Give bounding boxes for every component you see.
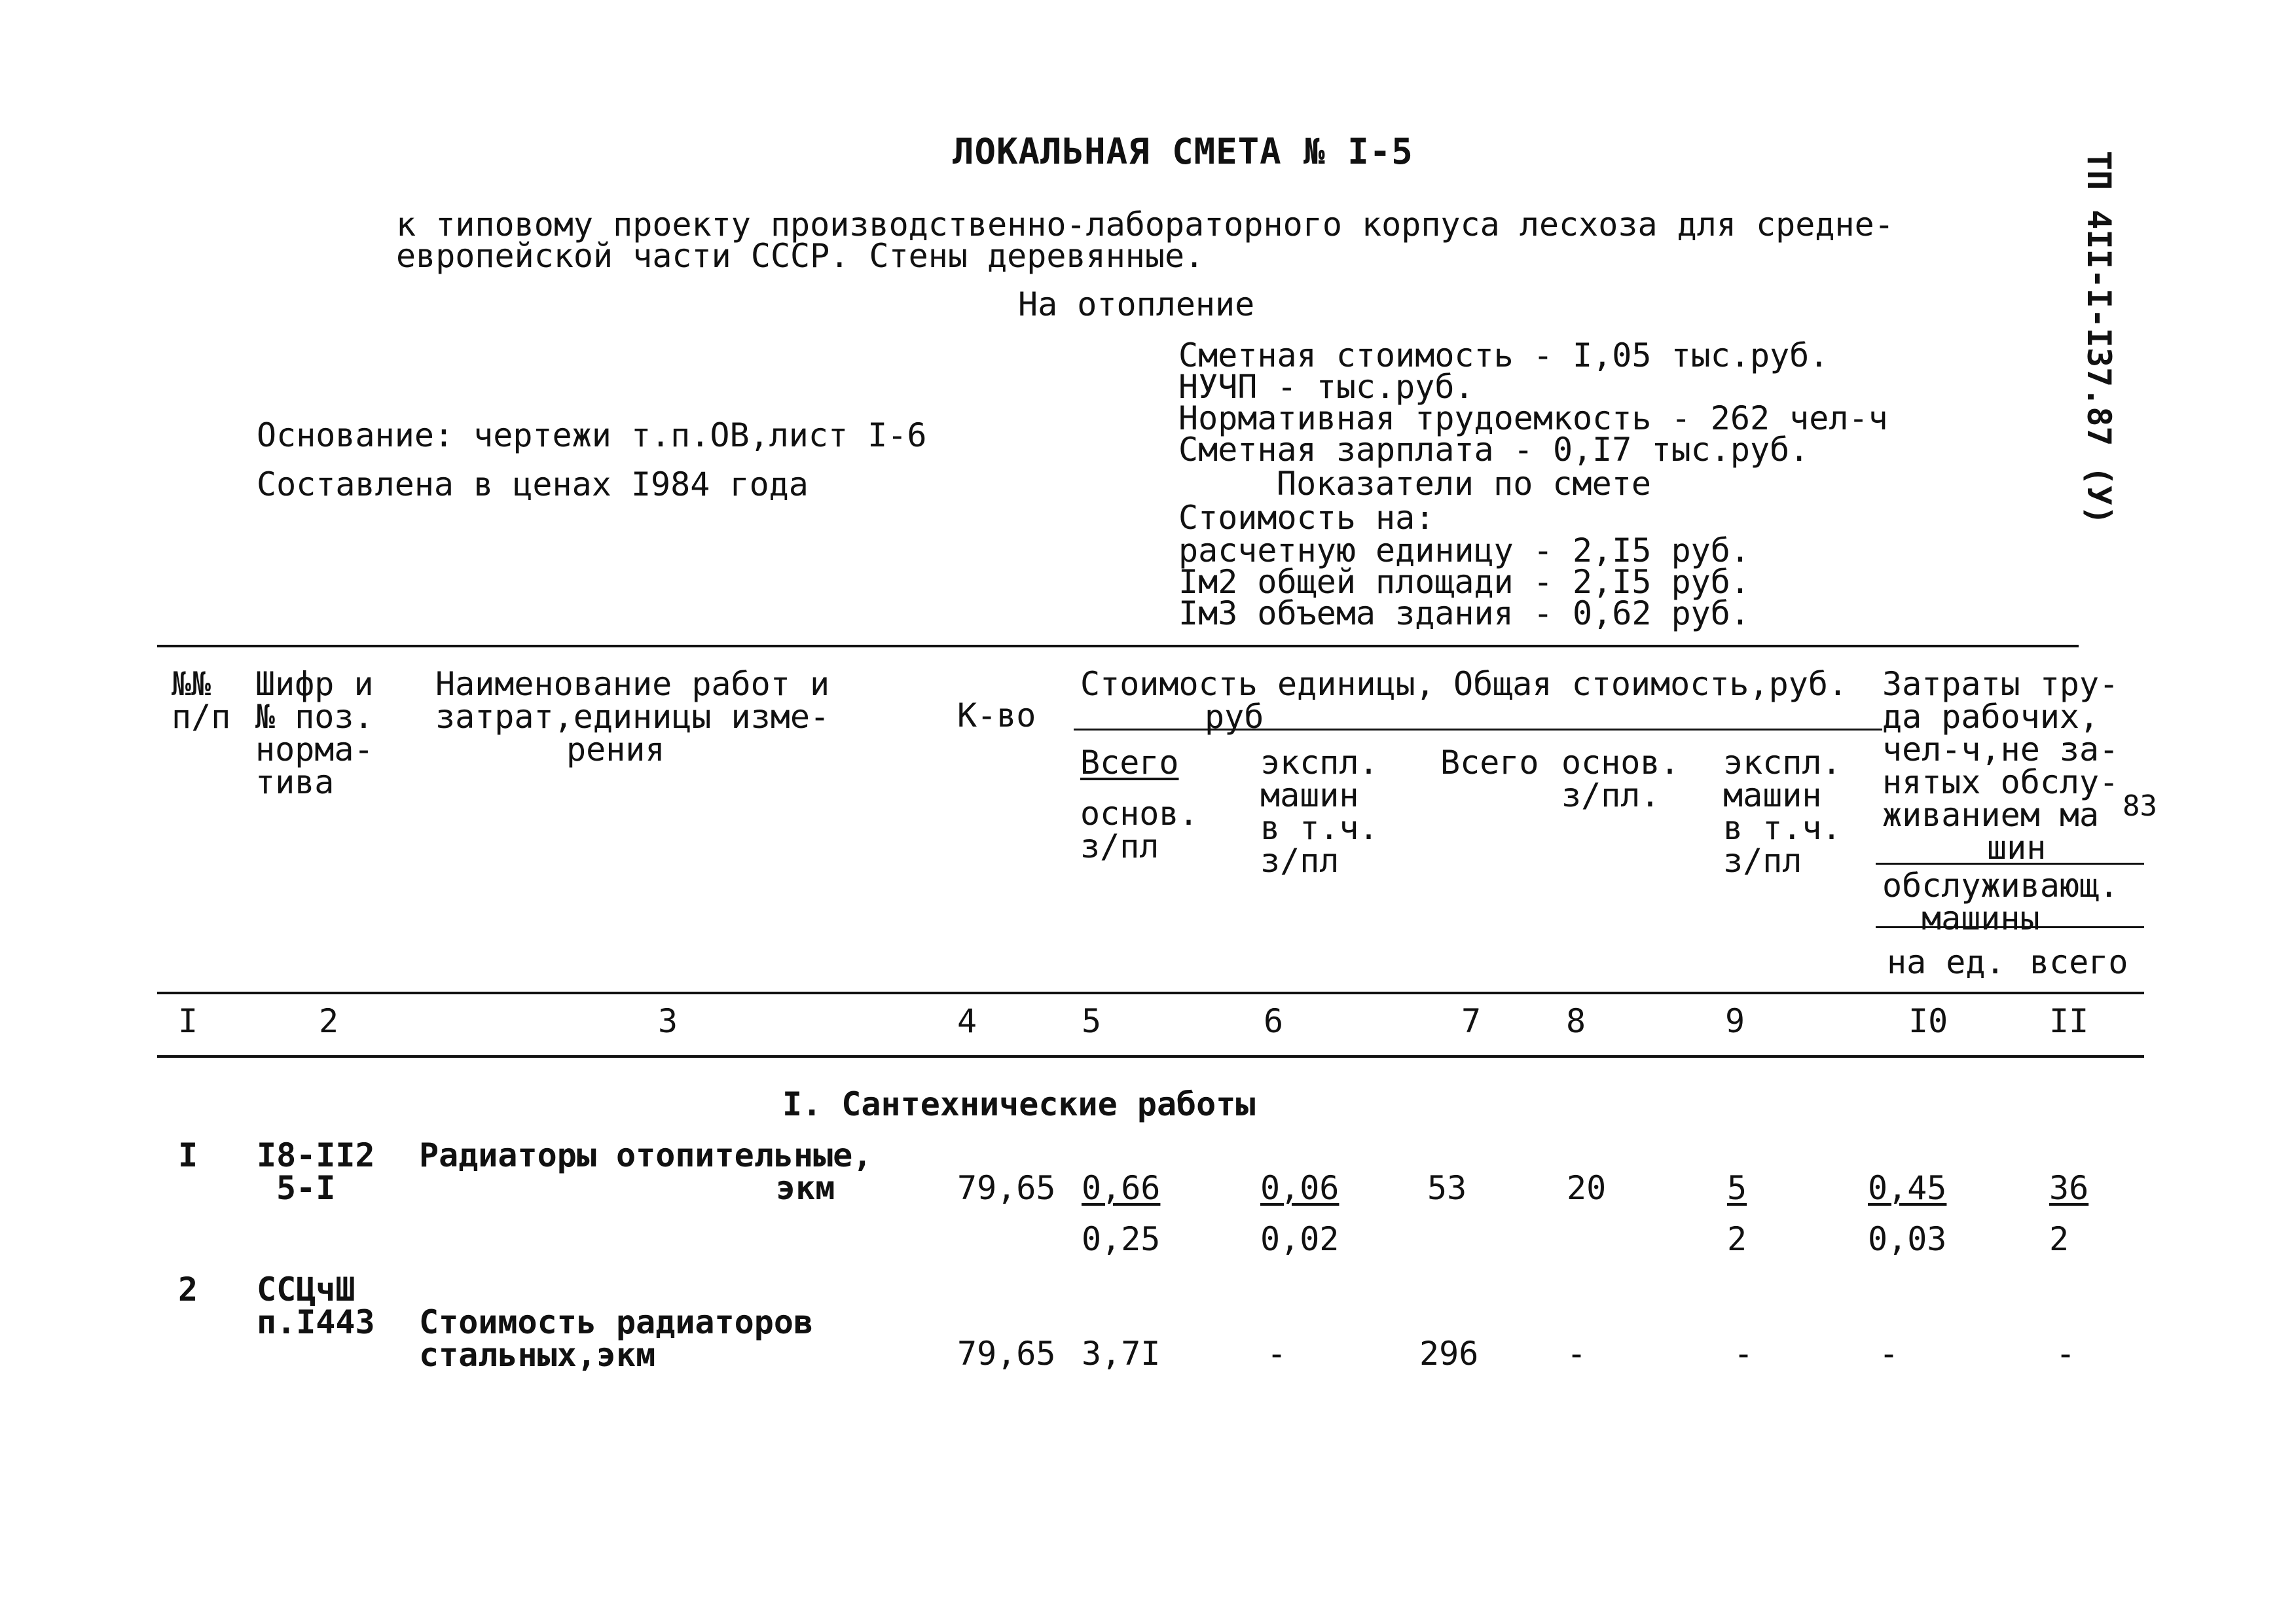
row-1-c9-bottom: 2 <box>1727 1220 1747 1258</box>
header-col-1: №№ п/п <box>172 665 231 736</box>
column-number-3: 3 <box>658 1002 678 1040</box>
header-c6: экспл. машин в т.ч. з/пл <box>1260 744 1379 880</box>
section-label: На отопление <box>1018 285 1255 323</box>
header-c5-top: Всего <box>1080 744 1179 782</box>
row-2-qty: 79,65 <box>957 1335 1056 1373</box>
header-c9: экспл. машин в т.ч. з/пл <box>1723 744 1842 880</box>
header-labor-total: всего <box>2030 943 2128 981</box>
column-number-10: I0 <box>1908 1002 1948 1040</box>
subtitle-line-1: к типовому проекту производственно-лабораторного корпуса лесхоза для средне- <box>396 206 1894 244</box>
row-1-c6-top: 0,06 <box>1260 1169 1339 1207</box>
basis-line-2: Составлена в ценах I984 года <box>257 465 809 503</box>
table-top-rule <box>157 645 2079 647</box>
document-title: ЛОКАЛЬНАЯ СМЕТА № I-5 <box>953 131 1413 172</box>
row-1-name: Радиаторы отопительные, экм <box>419 1136 873 1207</box>
row-1-c5-bottom: 0,25 <box>1082 1220 1161 1258</box>
row-2-code: ССЦчШ п.I443 <box>257 1271 375 1341</box>
header-bottom-rule <box>157 992 2144 994</box>
section-title: I. Сантехнические работы <box>782 1085 1256 1123</box>
row-2-c9: - <box>1734 1335 1754 1373</box>
indicator-per-unit: расчетную единицу - 2,I5 руб. <box>1178 532 1750 569</box>
column-number-4: 4 <box>957 1002 977 1040</box>
row-1-num: I <box>178 1136 198 1174</box>
indicator-per-volume: Iм3 объема здания - 0,62 руб. <box>1178 594 1750 632</box>
indicator-labor: Нормативная трудоемкость - 262 чел-ч <box>1178 399 1888 437</box>
column-number-2: 2 <box>319 1002 339 1040</box>
row-1-qty: 79,65 <box>957 1169 1056 1207</box>
indicator-salary: Сметная зарплата - 0,I7 тыс.руб. <box>1178 431 1810 469</box>
header-col-3: Наименование работ и затрат,единицы изме- рения <box>435 665 830 768</box>
row-2-c5: 3,7I <box>1082 1335 1161 1373</box>
row-2-c8: - <box>1567 1335 1587 1373</box>
indicator-cost: Сметная стоимость - I,05 тыс.руб. <box>1178 336 1829 374</box>
indicator-per-area: Iм2 общей площади - 2,I5 руб. <box>1178 563 1750 601</box>
row-1-c11-bottom: 2 <box>2049 1220 2069 1258</box>
row-1-code: I8-II2 5-I <box>257 1136 375 1207</box>
header-c5-bottom: основ. з/пл <box>1080 795 1199 865</box>
header-total-cost: Общая стоимость,руб. <box>1453 665 1848 703</box>
column-number-9: 9 <box>1725 1002 1745 1040</box>
header-unit-cost: Стоимость единицы, руб <box>1080 665 1435 736</box>
column-numbers-rule <box>157 1055 2144 1058</box>
column-number-5: 5 <box>1082 1002 1102 1040</box>
row-2-c6: - <box>1267 1335 1287 1373</box>
row-1-c10-bottom: 0,03 <box>1868 1220 1947 1258</box>
header-labor-sub: обслуживающ. машины <box>1882 867 2119 937</box>
header-c7: Всего <box>1440 744 1539 782</box>
header-c8: основ. з/пл. <box>1561 744 1680 814</box>
row-2-c7: 296 <box>1419 1335 1479 1373</box>
column-number-7: 7 <box>1461 1002 1482 1040</box>
column-number-8: 8 <box>1566 1002 1586 1040</box>
column-number-11: II <box>2049 1002 2089 1040</box>
header-col-4: К-во <box>957 696 1036 734</box>
row-1-c10-top: 0,45 <box>1868 1169 1947 1207</box>
indicator-nuchp: НУЧП - тыс.руб. <box>1178 368 1474 406</box>
column-number-6: 6 <box>1264 1002 1284 1040</box>
header-labor-per-unit: на ед. <box>1887 943 2005 981</box>
subtitle-line-2: европейской части СССР. Стены деревянные. <box>396 237 1205 275</box>
row-1-c9-top: 5 <box>1727 1169 1747 1207</box>
row-2-num: 2 <box>178 1271 198 1308</box>
indicators-heading: Показатели по смете <box>1277 465 1651 503</box>
row-2-c10: - <box>1879 1335 1899 1373</box>
side-document-code: ТП 4II-I-I37.87 (У) <box>2080 151 2118 525</box>
basis-line-1: Основание: чертежи т.п.ОВ,лист I-6 <box>257 416 927 454</box>
row-1-c5-top: 0,66 <box>1082 1169 1161 1207</box>
row-1-c7: 53 <box>1427 1169 1467 1207</box>
row-1-c6-bottom: 0,02 <box>1260 1220 1339 1258</box>
indicator-cost-on: Стоимость на: <box>1178 499 1435 537</box>
row-1-c11-top: 36 <box>2049 1169 2089 1207</box>
row-1-c8: 20 <box>1567 1169 1607 1207</box>
header-labor: Затраты тру- да рабочих, чел-ч,не за- нятых обслу- живанием ма шин <box>1882 665 2119 867</box>
column-number-1: I <box>178 1002 198 1040</box>
row-2-name: Стоимость радиаторов стальных,экм <box>419 1303 814 1374</box>
page-number: 83 <box>2123 789 2157 823</box>
row-2-c11: - <box>2056 1335 2076 1373</box>
header-col-2: Шифр и № поз. норма- тива <box>255 665 374 801</box>
